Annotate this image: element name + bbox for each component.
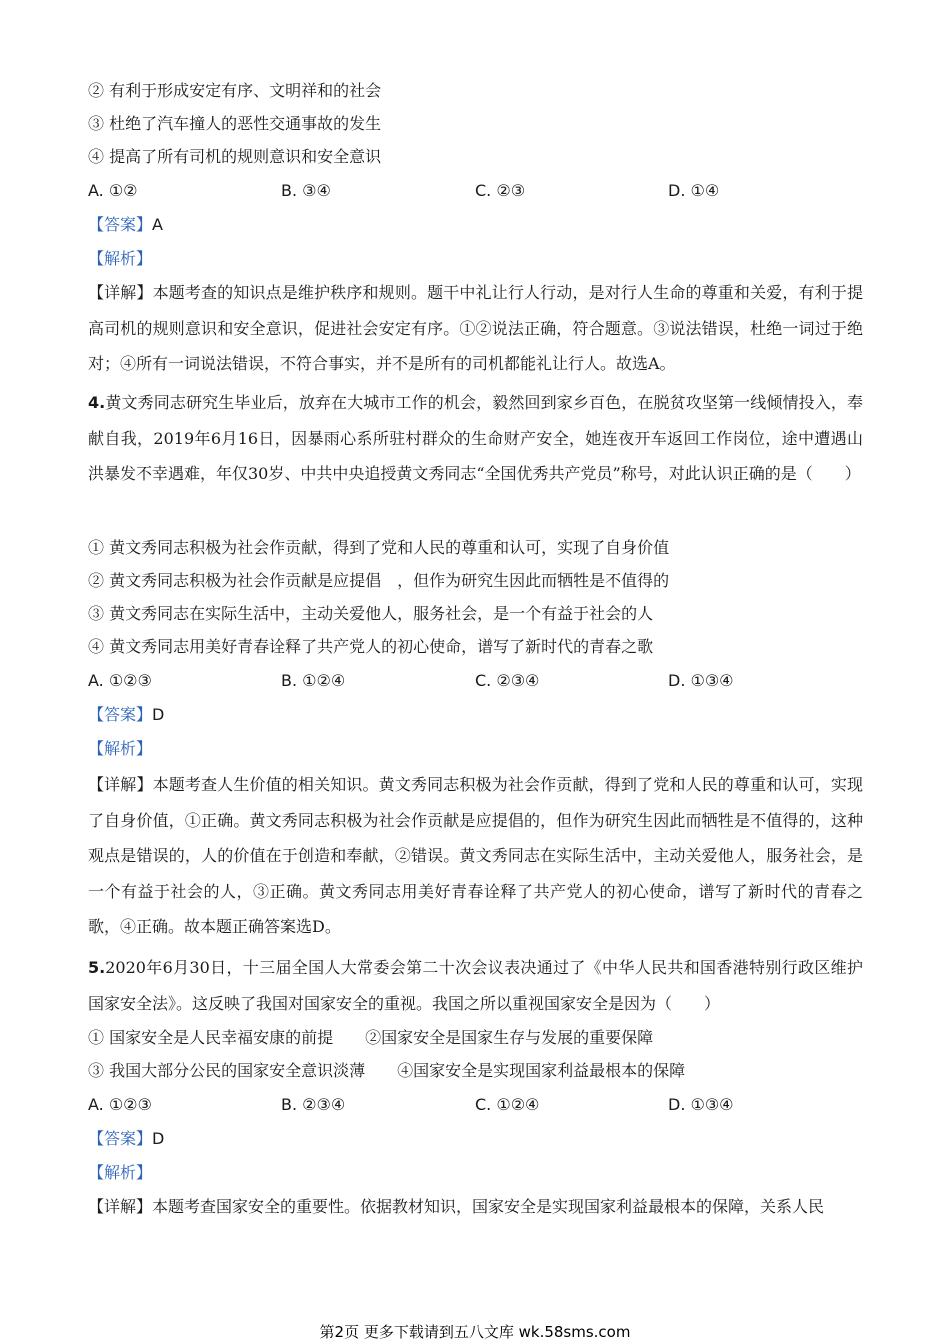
detail-text: 本题考查的知识点是维护秩序和规则。题干中礼让行人行动，是对行人生命的尊重和关爱，有利于提高司机的规则意识和安全意识，促进社会安定有序。①②说法正确，符合题意。③说法错误，杜绝一词过于绝对；④所有一词说法错误，不符合事实，并不是所有的司机都能礼让行人。故选A。 — [88, 283, 863, 373]
q3-item-3: ③ 杜绝了汽车撞人的恶性交通事故的发生 — [88, 114, 382, 133]
q5-item-row-2: ③ 我国大部分公民的国家安全意识淡薄 ④国家安全是实现国家利益最根本的保障 — [88, 1061, 686, 1080]
question-number: 4. — [88, 393, 106, 412]
q3-analysis — [88, 248, 152, 270]
q3-detail — [88, 275, 863, 382]
question-stem: 2020年6月30日，十三届全国人大常委会第二十次会议表决通过了《中华人民共和国香港特别行政区维护国家安全法》。这反映了我国对国家安全的重视。我国之所以重视国家安全是因为（ ） — [88, 958, 863, 1013]
page-footer: 第2页 更多下载请到五八文库 wk.58sms.com — [319, 1323, 631, 1341]
answer-tag: 【答案】 — [88, 215, 153, 234]
q3-answer — [88, 214, 163, 236]
q5-option-c: C. ①②④ — [475, 1095, 540, 1114]
q5-detail — [88, 1189, 863, 1225]
answer-value: D — [152, 705, 165, 724]
q4-stem — [88, 385, 863, 492]
detail-tag: 【详解】 — [88, 283, 153, 302]
q3-option-a: A. ①② — [88, 181, 138, 200]
q4-option-b: B. ①②④ — [281, 671, 346, 690]
q4-analysis — [88, 738, 152, 760]
detail-tag: 【详解】 — [88, 775, 153, 794]
q5-analysis — [88, 1162, 152, 1184]
question-number: 5. — [88, 958, 106, 977]
q3-item-4: ④ 提高了所有司机的规则意识和安全意识 — [88, 147, 382, 166]
q3-option-c: C. ②③ — [475, 181, 526, 200]
q3-option-d: D. ①④ — [668, 181, 720, 200]
q5-item-row-1: ① 国家安全是人民幸福安康的前提 ②国家安全是国家生存与发展的重要保障 — [88, 1028, 654, 1047]
q4-item-2: ② 黄文秀同志积极为社会作贡献是应提倡 ，但作为研究生因此而牺牲是不值得的 — [88, 571, 670, 590]
detail-tag: 【详解】 — [88, 1197, 153, 1216]
q4-detail — [88, 767, 863, 945]
q4-option-d: D. ①③④ — [668, 671, 734, 690]
answer-value: A — [152, 215, 163, 234]
answer-value: D — [152, 1129, 165, 1148]
q5-answer — [88, 1128, 164, 1150]
q5-option-b: B. ②③④ — [281, 1095, 346, 1114]
q5-stem — [88, 950, 863, 1021]
q3-item-2: ② 有利于形成安定有序、文明祥和的社会 — [88, 81, 382, 100]
q4-item-1: ① 黄文秀同志积极为社会作贡献，得到了党和人民的尊重和认可，实现了自身价值 — [88, 538, 670, 557]
q4-option-c: C. ②③④ — [475, 671, 540, 690]
detail-text: 本题考查国家安全的重要性。依据教材知识，国家安全是实现国家利益最根本的保障，关系人民 — [152, 1197, 825, 1216]
question-stem: 黄文秀同志研究生毕业后，放弃在大城市工作的机会，毅然回到家乡百色，在脱贫攻坚第一线倾情投入，奉献自我，2019年6月16日，因暴雨心系所驻村群众的生命财产安全，她连夜开车返回工作岗位，途中遭遇山洪暴发不幸遇难，年仅30岁、中共中央追授黄文秀同志“全国优秀共产党员”称号，对此认识正确的是（ ） — [88, 393, 863, 483]
answer-tag: 【答案】 — [88, 1129, 153, 1148]
analysis-tag: 【解析】 — [88, 739, 153, 758]
q4-answer — [88, 704, 164, 726]
detail-text: 本题考查人生价值的相关知识。黄文秀同志积极为社会作贡献，得到了党和人民的尊重和认可，实现了自身价值，①正确。黄文秀同志积极为社会作贡献是应提倡的，但作为研究生因此而牺牲是不值得的，这种观点是错误的，人的价值在于创造和奉献，②错误。黄文秀同志在实际生活中，主动关爱他人，服务社会，是一个有益于社会的人，③正确。黄文秀同志用美好青春诠释了共产党人的初心使命，谱写了新时代的青春之歌，④正确。故本题正确答案选D。 — [88, 775, 863, 936]
q5-option-d: D. ①③④ — [668, 1095, 734, 1114]
q5-option-a: A. ①②③ — [88, 1095, 152, 1114]
q4-option-a: A. ①②③ — [88, 671, 152, 690]
analysis-tag: 【解析】 — [88, 249, 153, 268]
q4-item-4: ④ 黄文秀同志用美好青春诠释了共产党人的初心使命，谱写了新时代的青春之歌 — [88, 637, 654, 656]
answer-tag: 【答案】 — [88, 705, 153, 724]
q3-option-b: B. ③④ — [281, 181, 331, 200]
q4-item-3: ③ 黄文秀同志在实际生活中，主动关爱他人，服务社会，是一个有益于社会的人 — [88, 604, 654, 623]
analysis-tag: 【解析】 — [88, 1163, 153, 1182]
